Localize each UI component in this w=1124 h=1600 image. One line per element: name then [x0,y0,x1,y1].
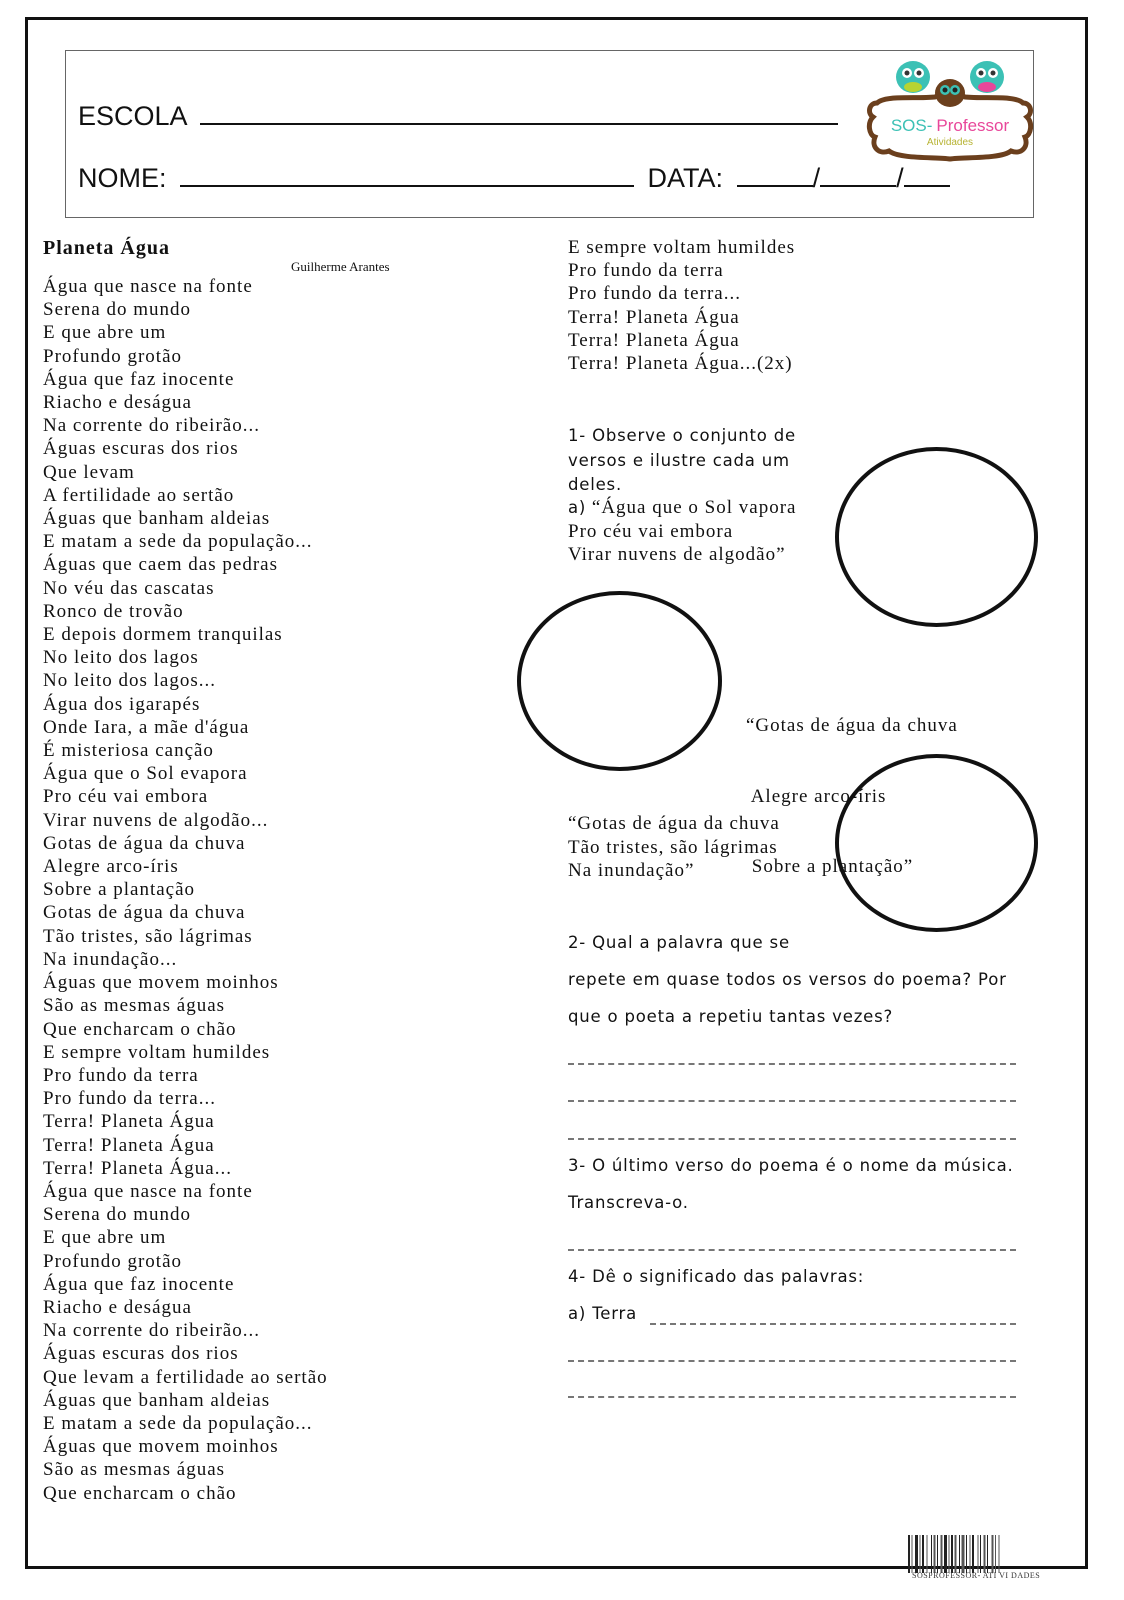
verse-line: Águas que banham aldeias [43,508,271,530]
barcode-bar [987,1535,988,1573]
owl-left-icon [896,61,930,93]
barcode-bar [951,1535,953,1573]
barcode-bar [962,1535,965,1573]
question-3-line: Transcreva-o. [568,1193,689,1212]
barcode-bar [970,1535,971,1573]
verse-line: Onde Iara, a mãe d'água [43,716,250,738]
verse-line: Terra! Planeta Água [568,329,740,351]
barcode-bar [944,1535,947,1573]
logo-brand: SOS- Professor [890,116,1010,135]
question-1 [568,424,796,498]
question-1-line: deles. [568,475,623,494]
name-field[interactable] [180,163,634,187]
verse-line: Água que nasce na fonte [43,276,253,297]
verse-line: Águas escuras dos rios [43,438,239,460]
name-date-row [78,163,950,194]
verse-line: Gotas de água da chuva [43,902,246,924]
verse-line: Água que nasce na fonte [43,1180,253,1202]
logo-subtitle: Atividades [926,137,974,148]
question-4-title: 4- Dê o significado das palavras: [568,1267,865,1286]
verse-line: Que levam [43,461,135,483]
verse-line: Terra! Planeta Água... [43,1157,232,1179]
question-2-line: que o poeta a repetiu tantas vezes? [568,1007,894,1026]
barcode-bar [915,1535,918,1573]
verse-line: Que encharcam o chão [43,1018,237,1040]
verse-line: Terra! Planeta Água...(2x) [568,353,793,375]
barcode-icon [908,1535,1054,1573]
drawing-circle-3[interactable] [835,754,1038,932]
barcode-bar [934,1535,936,1573]
owl-right-icon [970,61,1004,93]
verse-line: Águas escuras dos rios [43,1343,239,1365]
verse-line: Ronco de trovão [43,600,184,622]
verse-line: E sempre voltam humildes [43,1041,271,1063]
question-1-line: 1- Observe o conjunto de [568,426,796,445]
verse-line: E matam a sede da população... [43,1412,313,1434]
verse-line: Tão tristes, são lágrimas [568,836,778,858]
barcode-bar [912,1535,913,1573]
drawing-circle-2[interactable] [517,591,722,771]
verse-line: É misteriosa canção [43,740,214,762]
question-2-line: 2- Qual a palavra que se [568,933,790,952]
answer-line[interactable] [568,1396,1016,1398]
answer-line[interactable] [568,1100,1016,1102]
school-row [78,101,838,132]
question-4a-label: a) Terra [568,1304,638,1323]
verse-line: Pro céu vai embora [568,520,734,542]
verse-line: “Gotas de água da chuva [568,813,780,834]
verse-line: Profundo grotão [43,345,183,367]
question-3-line: 3- O último verso do poema é o nome da música. [568,1156,1014,1175]
barcode-bar [908,1535,910,1573]
verse-line: No leito dos lagos... [43,670,216,692]
verse-line: Serena do mundo [43,299,191,321]
verse-line: No leito dos lagos [43,647,199,669]
verse-line: Pro fundo da terra [43,1064,199,1086]
verse-line: Pro fundo da terra... [568,283,741,305]
verse-line: Tão tristes, são lágrimas [43,925,253,947]
verse-line: Água que o Sol evapora [43,763,248,785]
verse-line: Na corrente do ribeirão... [43,1320,260,1342]
name-label: NOME: [78,163,167,193]
verse-line: Serena do mundo [43,1204,191,1226]
verse-line: E sempre voltam humildes [568,237,796,258]
answer-line[interactable] [568,1063,1016,1065]
verse-line: Água que faz inocente [43,368,235,390]
verse-line: E matam a sede da população... [43,531,313,553]
barcode-bar [922,1535,924,1573]
verse-line: Águas que banham aldeias [43,1389,271,1411]
barcode-text: SOSPROFESSOR- ATI VI DADES [912,1571,1041,1580]
poem-column-2 [568,236,795,375]
verse-line: Sobre a plantação [43,879,196,901]
question-2-line: repete em quase todos os versos do poema? Por [568,970,1007,989]
date-month-field[interactable] [820,163,896,187]
verse-line: São as mesmas águas [43,1459,226,1481]
verse-line: Água que faz inocente [43,1273,235,1295]
barcode-bar [955,1535,957,1573]
barcode-bar [972,1535,974,1573]
barcode-bar [966,1535,967,1573]
answer-line[interactable] [568,1249,1016,1251]
verse-line: Pro fundo da terra [568,260,724,282]
answer-line[interactable] [568,1138,1016,1140]
date-separator: / [812,163,821,193]
date-label: DATA: [647,163,724,193]
barcode-bar [927,1535,928,1573]
poem-author: Guilherme Arantes [291,259,390,274]
verse-line: Terra! Planeta Água [43,1134,215,1156]
verse-line: Sobre a plantação” [746,856,914,877]
barcode-bar [978,1535,979,1573]
verse-line: E depois dormem tranquilas [43,624,283,646]
verse-line: Águas que movem moinhos [43,1436,279,1458]
date-separator: / [896,163,904,193]
verse-line: Gotas de água da chuva [43,832,246,854]
question-1-line: versos e ilustre cada um [568,450,790,470]
verse-line: Terra! Planeta Água [43,1111,215,1133]
owl-middle-icon [935,79,965,107]
verse-line: Alegre arco-íris [43,856,179,878]
question-1c-verses [568,812,780,883]
verse-line: São as mesmas águas [43,995,226,1017]
school-label: ESCOLA [78,101,187,131]
verse-line: E que abre um [43,322,167,344]
verse-line: “Água que o Sol vapora [591,497,797,518]
poem-column-1 [43,275,328,1505]
poem-title: Planeta Água [43,237,170,259]
verse-line: Virar nuvens de algodão... [43,809,269,831]
verse-line: Na corrente do ribeirão... [43,415,260,437]
verse-line: Que levam a fertilidade ao sertão [43,1366,328,1388]
verse-line: Na inundação” [568,860,695,881]
verse-line: Profundo grotão [43,1250,183,1272]
barcode-bar [931,1535,932,1573]
verse-line: Virar nuvens de algodão” [568,544,786,565]
barcode-bar [941,1535,943,1573]
barcode-bar [992,1535,994,1573]
verse-line: Riacho e deságua [43,1296,192,1318]
verse-line: Alegre arco-íris [746,785,887,807]
verse-line: Águas que caem das pedras [43,554,278,576]
verse-line: E que abre um [43,1227,167,1249]
answer-line[interactable] [568,1360,1016,1362]
verse-line: Águas que movem moinhos [43,972,279,994]
verse-line: “Gotas de água da chuva [746,715,958,736]
verse-line: Terra! Planeta Água [568,306,740,328]
verse-line: Que encharcam o chão [43,1482,237,1504]
date-year-field[interactable] [904,163,950,187]
drawing-circle-1[interactable] [835,447,1038,627]
verse-line: Água dos igarapés [43,693,201,715]
verse-line: A fertilidade ao sertão [43,484,235,506]
question-1a-verses [568,496,796,567]
barcode-bar [937,1535,938,1573]
barcode-bar [959,1535,960,1573]
verse-line: Pro fundo da terra... [43,1088,216,1110]
question-1a-prefix: a) [568,498,587,517]
verse-line: Pro céu vai embora [43,786,209,808]
barcode-bar [999,1535,1000,1573]
barcode-bar [995,1535,996,1573]
sos-professor-logo [865,55,1035,165]
barcode-bar [920,1535,921,1573]
verse-line: No véu das cascatas [43,577,215,599]
verse-line: Na inundação... [43,948,178,970]
answer-line[interactable] [650,1323,1016,1325]
barcode-bar [949,1535,950,1573]
barcode-bar [984,1535,986,1573]
verse-line: Riacho e deságua [43,392,192,414]
school-field[interactable] [200,101,838,125]
date-day-field[interactable] [737,163,813,187]
barcode-bar [980,1535,981,1573]
